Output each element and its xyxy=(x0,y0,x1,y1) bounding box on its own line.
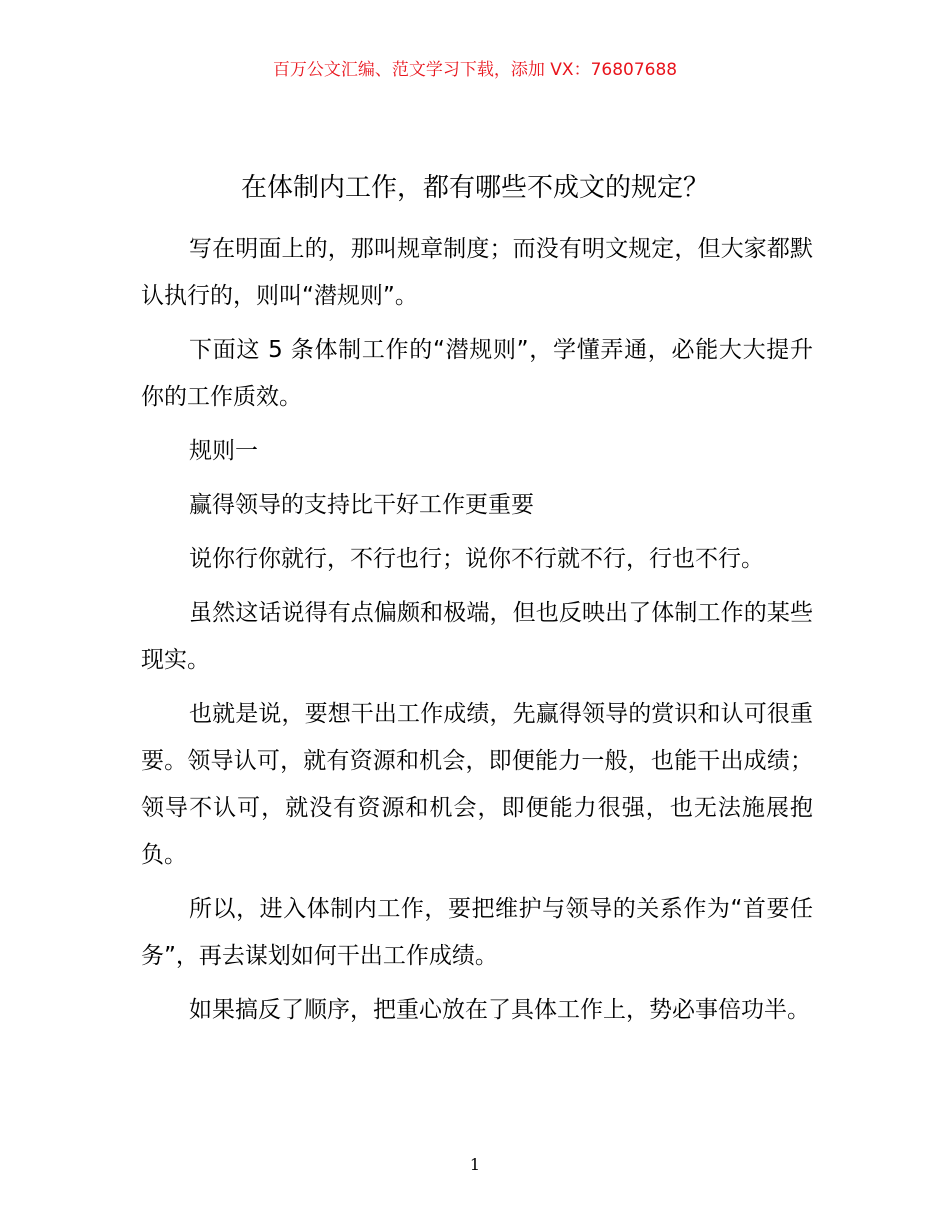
paragraph: 所以，进入体制内工作，要把维护与领导的关系作为“首要任务”，再去谋划如何干出工作成绩。 xyxy=(141,896,813,969)
paragraph: 如果搞反了顺序，把重心放在了具体工作上，势必事倍功半。 xyxy=(189,997,810,1023)
section-subheading: 赢得领导的支持比干好工作更重要 xyxy=(189,492,534,518)
page-number: 1 xyxy=(469,1155,481,1174)
paragraph: 说你行你就行，不行也行；说你不行就不行，行也不行。 xyxy=(189,546,764,572)
paragraph: 写在明面上的，那叫规章制度；而没有明文规定，但大家都默认执行的，则叫“潜规则”。 xyxy=(141,236,813,309)
paragraph: 也就是说，要想干出工作成绩，先赢得领导的赏识和认可很重要。领导认可，就有资源和机会，即便能力一般，也能干出成绩；领导不认可，就没有资源和机会，即便能力很强，也无法施展抱负。 xyxy=(141,701,813,868)
document-body xyxy=(141,226,813,1041)
section-heading: 规则一 xyxy=(189,438,258,464)
watermark-header: 百万公文汇编、范文学习下载，添加 VX：76807688 xyxy=(272,60,678,80)
paragraph: 下面这 5 条体制工作的“潜规则”，学懂弄通，必能大大提升你的工作质效。 xyxy=(141,337,813,410)
paragraph: 虽然这话说得有点偏颇和极端，但也反映出了体制工作的某些现实。 xyxy=(141,600,813,673)
document-title: 在体制内工作，都有哪些不成文的规定？ xyxy=(240,173,709,203)
